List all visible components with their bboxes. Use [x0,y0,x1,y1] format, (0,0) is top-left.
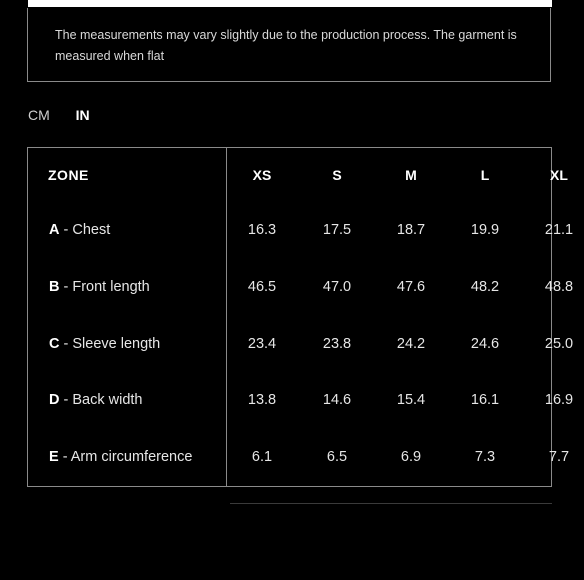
measurement-cell: 6.5 [326,449,348,465]
sizes-table-border-bottom [226,486,552,487]
unit-toggle [28,107,90,123]
size-header: S [332,167,342,183]
measurement-cell: 18.7 [396,222,426,238]
zone-name: - Front length [59,279,150,295]
measurement-cell: 14.6 [322,392,352,408]
measurement-cell: 16.9 [544,392,574,408]
zone-header: ZONE [48,167,89,183]
measurement-cell: 24.6 [470,336,500,352]
measurement-cell: 19.9 [470,222,500,238]
measurement-cell: 21.1 [544,222,574,238]
measurement-note-box [27,8,551,82]
zone-name: - Chest [59,222,111,238]
zone-code: D [49,392,60,408]
scrollbar-track[interactable] [230,503,552,504]
zone-row-label [49,392,142,408]
measurement-cell: 25.0 [544,336,574,352]
size-header: M [405,167,417,183]
measurement-cell: 16.1 [470,392,500,408]
measurement-cell: 48.2 [470,279,500,295]
zone-row-label [49,279,150,295]
sizes-table-border-right [551,147,552,487]
measurement-cell: 6.9 [400,449,422,465]
measurement-cell: 48.8 [544,279,574,295]
size-header: XL [550,167,568,183]
zone-name: - Sleeve length [59,336,161,352]
measurement-cell: 17.5 [322,222,352,238]
zone-column [27,147,227,487]
measurement-cell: 6.1 [251,449,273,465]
zone-code: A [49,222,60,238]
zone-code: E [49,449,59,465]
measurement-cell: 23.4 [247,336,277,352]
measurement-cell: 47.6 [396,279,426,295]
product-image-edge [28,0,552,7]
zone-code: B [49,279,60,295]
sizes-table-scroll-area[interactable] [226,148,574,486]
measurement-cell: 46.5 [247,279,277,295]
zone-row-label [49,449,192,465]
size-header: L [480,167,490,183]
zone-row-label [49,222,110,238]
measurement-cell: 24.2 [396,336,426,352]
zone-code: C [49,336,60,352]
measurement-cell: 13.8 [247,392,277,408]
zone-row-label [49,336,160,352]
measurement-note-text: The measurements may vary slightly due to the production process. The garment is measured when flat [55,28,517,63]
zone-name: - Back width [59,392,143,408]
zone-name: - Arm circumference [58,449,193,465]
measurement-cell: 7.7 [548,449,570,465]
measurement-cell: 16.3 [247,222,277,238]
measurement-cell: 15.4 [396,392,426,408]
size-header: XS [252,167,272,183]
measurement-cell: 47.0 [322,279,352,295]
unit-in-button[interactable]: IN [75,107,90,123]
measurement-cell: 7.3 [474,449,496,465]
measurement-cell: 23.8 [322,336,352,352]
unit-cm-button[interactable]: CM [28,107,50,123]
